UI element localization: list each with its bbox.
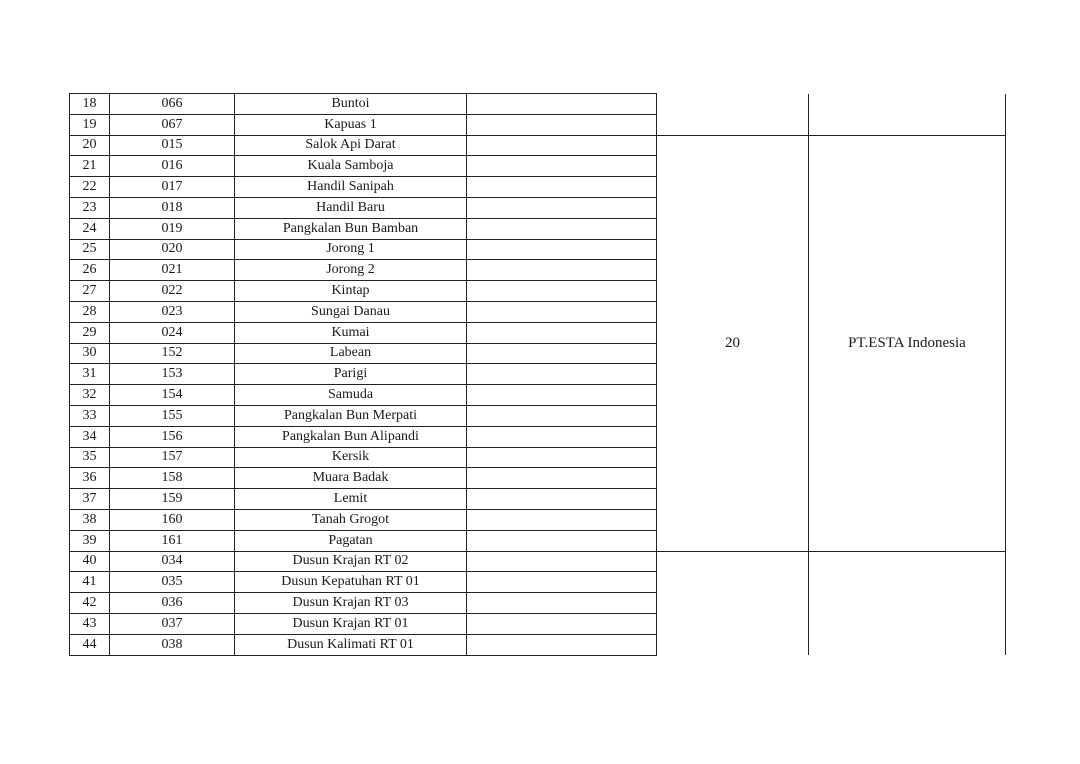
row-number-cell: 26 [70,260,110,281]
station-name-cell: Muara Badak [235,468,467,489]
row-number-cell: 38 [70,509,110,530]
station-code-cell: 161 [110,530,235,551]
row-number-cell: 40 [70,551,110,572]
station-name-cell: Buntoi [235,94,467,115]
station-code-cell: 024 [110,322,235,343]
group-count-cell [657,94,809,136]
row-number-cell: 19 [70,114,110,135]
station-name-cell: Handil Sanipah [235,177,467,198]
blank-cell [467,322,657,343]
station-code-cell: 152 [110,343,235,364]
station-name-cell: Dusun Kalimati RT 01 [235,634,467,655]
row-number-cell: 30 [70,343,110,364]
blank-cell [467,156,657,177]
station-code-cell: 015 [110,135,235,156]
station-code-cell: 155 [110,405,235,426]
station-code-cell: 066 [110,94,235,115]
blank-cell [467,301,657,322]
row-number-cell: 36 [70,468,110,489]
station-name-cell: Dusun Krajan RT 03 [235,593,467,614]
station-name-cell: Pagatan [235,530,467,551]
blank-cell [467,489,657,510]
row-number-cell: 43 [70,613,110,634]
station-name-cell: Lemit [235,489,467,510]
blank-cell [467,94,657,115]
row-number-cell: 18 [70,94,110,115]
row-number-cell: 28 [70,301,110,322]
row-number-cell: 25 [70,239,110,260]
row-number-cell: 20 [70,135,110,156]
blank-cell [467,239,657,260]
station-code-cell: 019 [110,218,235,239]
station-name-cell: Tanah Grogot [235,509,467,530]
blank-cell [467,177,657,198]
group-count-cell: 20 [657,135,809,551]
row-number-cell: 27 [70,281,110,302]
row-number-cell: 33 [70,405,110,426]
station-code-cell: 017 [110,177,235,198]
row-number-cell: 42 [70,593,110,614]
blank-cell [467,281,657,302]
station-code-cell: 159 [110,489,235,510]
blank-cell [467,468,657,489]
station-code-cell: 157 [110,447,235,468]
station-name-cell: Dusun Krajan RT 02 [235,551,467,572]
station-name-cell: Salok Api Darat [235,135,467,156]
station-code-cell: 023 [110,301,235,322]
station-name-cell: Dusun Krajan RT 01 [235,613,467,634]
blank-cell [467,218,657,239]
station-name-cell: Kintap [235,281,467,302]
row-number-cell: 31 [70,364,110,385]
station-code-cell: 037 [110,613,235,634]
blank-cell [467,364,657,385]
row-number-cell: 34 [70,426,110,447]
table-row [70,551,1006,572]
station-code-cell: 160 [110,509,235,530]
blank-cell [467,593,657,614]
station-table [69,93,1006,656]
station-name-cell: Kumai [235,322,467,343]
station-name-cell: Dusun Kepatuhan RT 01 [235,572,467,593]
row-number-cell: 23 [70,197,110,218]
station-table-body [70,94,1006,656]
row-number-cell: 44 [70,634,110,655]
station-name-cell: Pangkalan Bun Alipandi [235,426,467,447]
row-number-cell: 35 [70,447,110,468]
group-company-cell: PT.ESTA Indonesia [809,135,1006,551]
station-code-cell: 034 [110,551,235,572]
blank-cell [467,405,657,426]
station-code-cell: 020 [110,239,235,260]
group-company-cell [809,94,1006,136]
blank-cell [467,114,657,135]
group-company-cell [809,551,1006,655]
station-code-cell: 156 [110,426,235,447]
station-code-cell: 158 [110,468,235,489]
station-name-cell: Kapuas 1 [235,114,467,135]
station-name-cell: Labean [235,343,467,364]
station-code-cell: 153 [110,364,235,385]
station-code-cell: 067 [110,114,235,135]
table-row [70,135,1006,156]
blank-cell [467,613,657,634]
station-name-cell: Pangkalan Bun Bamban [235,218,467,239]
blank-cell [467,343,657,364]
station-name-cell: Handil Baru [235,197,467,218]
row-number-cell: 29 [70,322,110,343]
blank-cell [467,509,657,530]
blank-cell [467,530,657,551]
station-code-cell: 022 [110,281,235,302]
row-number-cell: 41 [70,572,110,593]
station-code-cell: 018 [110,197,235,218]
station-name-cell: Pangkalan Bun Merpati [235,405,467,426]
station-code-cell: 016 [110,156,235,177]
group-count-cell [657,551,809,655]
station-name-cell: Samuda [235,385,467,406]
station-code-cell: 154 [110,385,235,406]
blank-cell [467,551,657,572]
station-code-cell: 038 [110,634,235,655]
station-code-cell: 036 [110,593,235,614]
table-row [70,94,1006,115]
row-number-cell: 24 [70,218,110,239]
row-number-cell: 32 [70,385,110,406]
blank-cell [467,572,657,593]
blank-cell [467,447,657,468]
blank-cell [467,385,657,406]
station-name-cell: Kuala Samboja [235,156,467,177]
station-name-cell: Kersik [235,447,467,468]
station-name-cell: Parigi [235,364,467,385]
row-number-cell: 39 [70,530,110,551]
blank-cell [467,260,657,281]
station-code-cell: 035 [110,572,235,593]
blank-cell [467,634,657,655]
row-number-cell: 37 [70,489,110,510]
blank-cell [467,135,657,156]
station-name-cell: Jorong 1 [235,239,467,260]
station-code-cell: 021 [110,260,235,281]
row-number-cell: 21 [70,156,110,177]
blank-cell [467,426,657,447]
row-number-cell: 22 [70,177,110,198]
station-name-cell: Jorong 2 [235,260,467,281]
blank-cell [467,197,657,218]
station-name-cell: Sungai Danau [235,301,467,322]
